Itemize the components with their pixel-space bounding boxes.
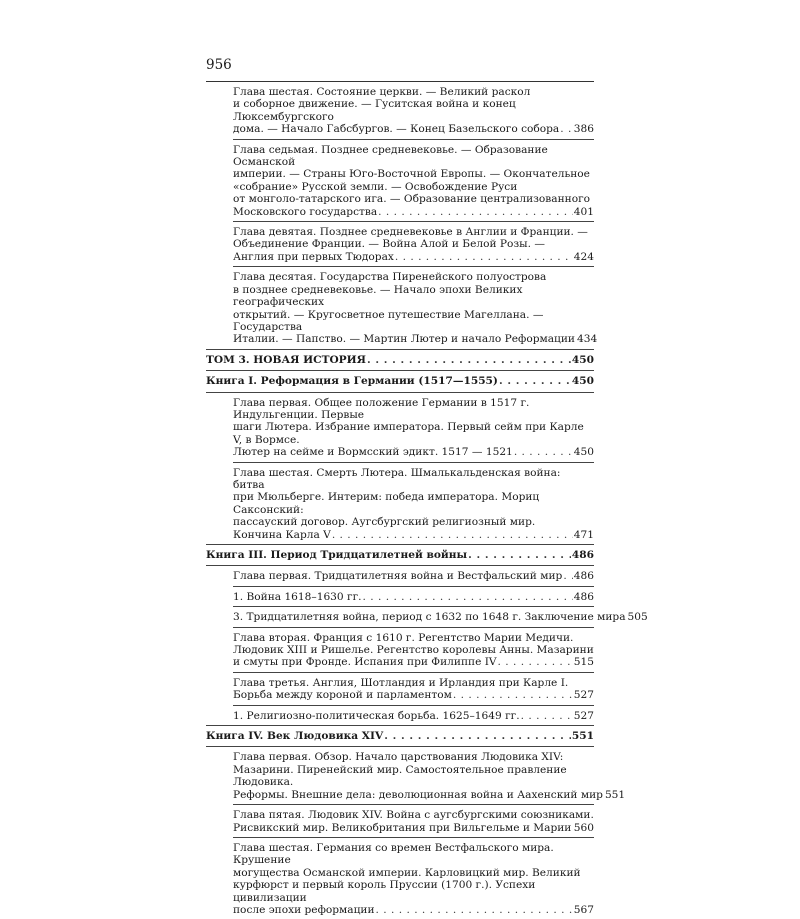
toc-entry-text-line: Глава седьмая. Позднее средневековье. — Образование Османской bbox=[233, 144, 594, 169]
dot-leader bbox=[395, 251, 573, 263]
toc-entry-title: Книга I. Реформация в Германии (1517—1555) bbox=[206, 375, 498, 387]
toc-entry-text-line: Глава вторая. Франция с 1610 г. Регентство Марии Медичи. bbox=[233, 632, 594, 644]
toc-page-number: 560 bbox=[574, 822, 594, 834]
toc-section-heading bbox=[206, 726, 594, 746]
toc-page-number: 401 bbox=[574, 206, 594, 218]
toc-page-number: 486 bbox=[572, 549, 594, 561]
toc-entry-title: Глава первая. Тридцатилетняя война и Вестфальский мир bbox=[233, 570, 562, 582]
toc-entry-text-line: Глава шестая. Германия со времен Вестфальского мира. Крушение bbox=[233, 842, 594, 867]
toc-entry bbox=[233, 673, 594, 705]
toc-entry bbox=[233, 393, 594, 462]
toc-page-number: 434 bbox=[577, 333, 597, 345]
toc-entry bbox=[233, 82, 594, 139]
toc-entry bbox=[233, 566, 594, 585]
dot-leader bbox=[521, 710, 573, 722]
toc-section-heading bbox=[206, 371, 594, 391]
toc-entry-text-line: Глава шестая. Состояние церкви. — Великий раскол bbox=[233, 86, 594, 98]
dot-leader bbox=[498, 656, 573, 668]
dot-leader bbox=[499, 375, 571, 387]
toc-entry-title: Борьба между короной и парламентом bbox=[233, 689, 452, 701]
toc-entry-last-line bbox=[233, 570, 594, 582]
toc-entry bbox=[233, 587, 594, 606]
dot-leader bbox=[376, 904, 573, 916]
toc-entry-last-line bbox=[233, 822, 594, 834]
toc-entry-text-line: Мазарини. Пиренейский мир. Самостоятельное правление Людовика. bbox=[233, 764, 594, 789]
toc-entry-last-line bbox=[233, 333, 594, 345]
toc-entry bbox=[233, 747, 594, 804]
dot-leader bbox=[514, 446, 573, 458]
toc-entry bbox=[233, 805, 594, 837]
dot-leader bbox=[453, 689, 573, 701]
toc-entry-last-line bbox=[233, 656, 594, 668]
table-of-contents bbox=[206, 82, 594, 919]
toc-page-number: 450 bbox=[574, 446, 594, 458]
toc-entry-text-line: Глава третья. Англия, Шотландия и Ирландия при Карле I. bbox=[233, 677, 594, 689]
toc-entry-title: ТОМ 3. НОВАЯ ИСТОРИЯ bbox=[206, 354, 366, 366]
toc-page-number: 450 bbox=[572, 375, 594, 387]
toc-entry-text-line: «собрание» Русской земли. — Освобождение Руси bbox=[233, 181, 594, 193]
dot-leader bbox=[563, 570, 572, 582]
dot-leader bbox=[332, 529, 573, 541]
toc-entry-last-line bbox=[233, 529, 594, 541]
toc-entry-title: Кончина Карла V bbox=[233, 529, 331, 541]
toc-entry-title: Книга IV. Век Людовика XIV bbox=[206, 730, 383, 742]
toc-page-number: 551 bbox=[572, 730, 594, 742]
toc-entry-text-line: от монголо-татарского ига. — Образование централизованного bbox=[233, 193, 594, 205]
toc-page bbox=[206, 56, 594, 919]
toc-entry-text-line: Глава первая. Общее положение Германии в 1517 г. Индульгенции. Первые bbox=[233, 397, 594, 422]
toc-entry bbox=[233, 706, 594, 725]
toc-entry bbox=[233, 607, 594, 626]
page-number: 956 bbox=[206, 56, 594, 74]
toc-entry-last-line bbox=[233, 251, 594, 263]
toc-entry-last-line bbox=[206, 730, 594, 742]
toc-entry-last-line bbox=[206, 549, 594, 561]
toc-entry-text-line: шаги Лютера. Избрание императора. Первый сейм при Карле V, в Вормсе. bbox=[233, 421, 594, 446]
toc-section-heading bbox=[206, 350, 594, 370]
dot-leader bbox=[363, 591, 573, 603]
toc-entry-text-line: курфюрст и первый король Пруссии (1700 г.). Успехи цивилизации bbox=[233, 879, 594, 904]
toc-page-number: 551 bbox=[605, 789, 625, 801]
dot-leader bbox=[384, 730, 571, 742]
toc-entry bbox=[233, 267, 594, 348]
toc-entry-last-line bbox=[233, 591, 594, 603]
toc-page-number: 505 bbox=[628, 611, 648, 623]
toc-page-number: 527 bbox=[574, 710, 594, 722]
toc-entry-last-line bbox=[206, 354, 594, 366]
toc-entry-text-line: Глава первая. Обзор. Начало царствования Людовика XIV: bbox=[233, 751, 594, 763]
toc-entry-text-line: и соборное движение. — Гуситская война и конец Люксембургского bbox=[233, 98, 594, 123]
toc-entry-last-line bbox=[233, 123, 594, 135]
toc-entry-text-line: Глава шестая. Смерть Лютера. Шмалькальденская война: битва bbox=[233, 467, 594, 492]
toc-page-number: 450 bbox=[572, 354, 594, 366]
toc-entry-title: дома. — Начало Габсбургов. — Конец Базельского собора bbox=[233, 123, 559, 135]
toc-entry-title: Англия при первых Тюдорах bbox=[233, 251, 394, 263]
toc-entry-title: 1. Религиозно-политическая борьба. 1625–1649 гг. bbox=[233, 710, 520, 722]
toc-entry-text-line: Объединение Франции. — Война Алой и Белой Розы. — bbox=[233, 238, 594, 250]
toc-entry-title: 3. Тридцатилетняя война, период с 1632 по 1648 г. Заключение мира bbox=[233, 611, 626, 623]
toc-entry-text-line: Глава девятая. Позднее средневековье в Англии и Франции. — bbox=[233, 226, 594, 238]
toc-entry-title: Рисвикский мир. Великобритания при Вильгельме и Марии bbox=[233, 822, 571, 834]
dot-leader bbox=[378, 206, 573, 218]
dot-leader bbox=[367, 354, 571, 366]
toc-entry-title: Лютер на сейме и Вормсский эдикт. 1517 — 1521 bbox=[233, 446, 513, 458]
toc-entry-last-line bbox=[233, 206, 594, 218]
toc-section-heading bbox=[206, 545, 594, 565]
toc-entry-last-line bbox=[233, 904, 594, 916]
toc-entry bbox=[233, 838, 594, 919]
toc-entry-text-line: пассауский договор. Аугсбургский религиозный мир. bbox=[233, 516, 594, 528]
toc-entry-title: Реформы. Внешние дела: деволюционная война и Аахенский мир bbox=[233, 789, 603, 801]
toc-page-number: 486 bbox=[574, 591, 594, 603]
toc-entry-text-line: могущества Османской империи. Карловицкий мир. Великий bbox=[233, 867, 594, 879]
toc-page-number: 527 bbox=[574, 689, 594, 701]
toc-entry-last-line bbox=[233, 611, 594, 623]
toc-entry-text-line: открытий. — Кругосветное путешествие Магеллана. — Государства bbox=[233, 309, 594, 334]
toc-entry bbox=[233, 140, 594, 221]
toc-entry-text-line: Глава пятая. Людовик XIV. Война с аугсбургскими союзниками. bbox=[233, 809, 594, 821]
toc-entry-title: Книга III. Период Тридцатилетней войны bbox=[206, 549, 467, 561]
toc-entry-last-line bbox=[233, 689, 594, 701]
toc-page-number: 471 bbox=[574, 529, 594, 541]
toc-entry bbox=[233, 463, 594, 544]
toc-page-number: 567 bbox=[574, 904, 594, 916]
toc-entry-text-line: Людовик XIII и Ришелье. Регентство королевы Анны. Мазарини bbox=[233, 644, 594, 656]
toc-page-number: 386 bbox=[574, 123, 594, 135]
toc-entry-text-line: в позднее средневековье. — Начало эпохи Великих географических bbox=[233, 284, 594, 309]
toc-entry-title: 1. Война 1618–1630 гг. bbox=[233, 591, 362, 603]
toc-entry bbox=[233, 222, 594, 266]
toc-page-number: 424 bbox=[574, 251, 594, 263]
toc-entry-title: Италии. — Папство. — Мартин Лютер и начало Реформации bbox=[233, 333, 575, 345]
dot-leader bbox=[468, 549, 571, 561]
toc-entry-title: и смуты при Фронде. Испания при Филиппе IV bbox=[233, 656, 497, 668]
toc-entry-last-line bbox=[233, 446, 594, 458]
toc-entry-last-line bbox=[233, 710, 594, 722]
toc-entry-last-line bbox=[233, 789, 594, 801]
toc-entry-text-line: при Мюльберге. Интерим: победа императора. Мориц Саксонский: bbox=[233, 491, 594, 516]
toc-entry-text-line: Глава десятая. Государства Пиренейского полуострова bbox=[233, 271, 594, 283]
toc-entry bbox=[233, 628, 594, 672]
toc-entry-text-line: империи. — Страны Юго-Восточной Европы. — Окончательное bbox=[233, 168, 594, 180]
toc-page-number: 515 bbox=[574, 656, 594, 668]
toc-entry-title: Московского государства bbox=[233, 206, 377, 218]
dot-leader bbox=[560, 123, 573, 135]
toc-entry-last-line bbox=[206, 375, 594, 387]
toc-entry-title: после эпохи реформации bbox=[233, 904, 375, 916]
toc-page-number: 486 bbox=[574, 570, 594, 582]
